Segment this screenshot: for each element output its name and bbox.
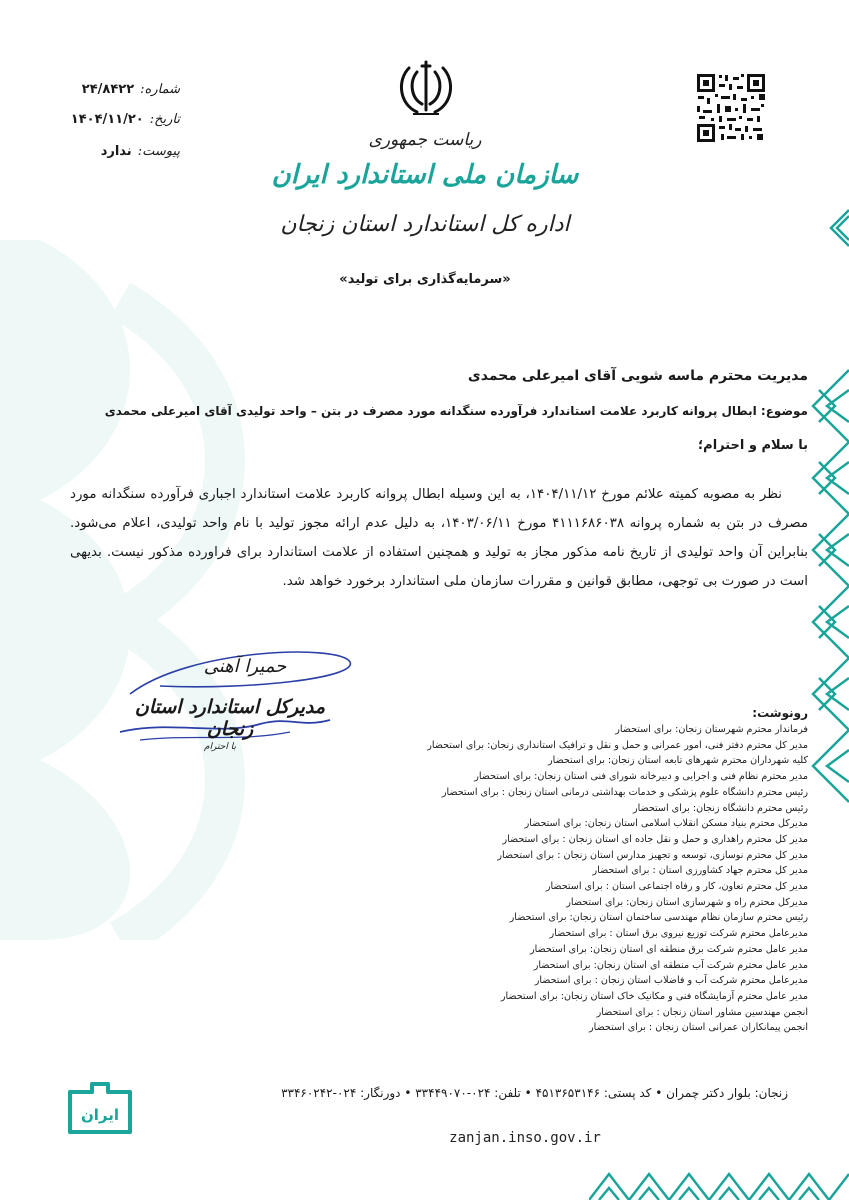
department-name: اداره کل استاندارد استان زنجان [280, 212, 570, 237]
letter-body: نظر به مصوبه کمیته علائم مورخ ۱۴۰۴/۱۱/۱۲، به این وسیله ابطال پروانه کاربرد علامت استاندارد اجباری فرآورده سنگدانه مورد مصرف در بتن به شماره پروانه ۴۱۱۱۶۸۶۰۳۸ مورخ ۱۴۰۳/۰۶/۱۱، به دلیل عدم ارائه مجوز تولید با نام واحد تولیدی، اعلام می‌شود. بنابراین آن واحد تولیدی از تاریخ نامه مذکور مجاز به تولید و همچنین استفاده از علامت استاندارد برای فراورده مذکور نیست. بدیهی است در صورت بی توجهی، مطابق قوانین و مقررات سازمان ملی استاندارد برخورد خواهد شد. [70, 487, 809, 589]
cc-item: مدیرعامل محترم شرکت توزیع نیروی برق استان : برای استحضار [549, 928, 808, 940]
cc-title: رونوشت: [752, 706, 808, 720]
cc-item: مدیر عامل محترم آزمایشگاه فنی و مکانیک خاک استان زنجان: برای استحضار [500, 990, 808, 1002]
cc-item: کلیه شهرداران محترم شهرهای تابعه استان زنجان: برای استحضار [547, 755, 808, 767]
signature-regards: با احترام [204, 742, 236, 752]
footer-address: زنجان: بلوار دکتر چمران • کد پستی: ۴۵۱۳۶۵۳۱۴۶ • تلفن: ۰۲۴-۳۳۴۴۹۰۷۰ • دورنگار: ۰۲۴-۳۳۴۶۰۲۴۲ [281, 1086, 788, 1100]
cc-item: رئیس محترم دانشگاه علوم پزشکی و خدمات بهداشتی درمانی استان زنجان : برای استحضار [441, 786, 808, 798]
cc-list [300, 722, 808, 1036]
letter-number [30, 82, 180, 97]
subject-line: موضوع: ابطال پروانه کاربرد علامت استاندارد فرآورده سنگدانه مورد مصرف در بتن – واحد تولیدی آقای امیرعلی محمدی [104, 404, 808, 418]
cc-item: مدیر کل محترم نوسازی، توسعه و تجهیز مدارس استان زنجان : برای استحضار [497, 849, 808, 861]
cc-item: مدیرعامل محترم شرکت آب و فاضلاب استان زنجان : برای استحضار [534, 975, 808, 987]
year-slogan: «سرمایه‌گذاری برای تولید» [339, 272, 511, 287]
letter-date-label: تاریخ: [149, 112, 180, 127]
cc-item: مدیر کل محترم راهداری و حمل و نقل جاده ای استان زنجان : برای استحضار [502, 833, 808, 845]
signatory-title: مدیرکل استاندارد استان زنجان [134, 696, 326, 740]
cc-item: رئیس محترم سازمان نظام مهندسی ساختمان استان زنجان: برای استحضار [509, 912, 808, 924]
organization-name: سازمان ملی استاندارد ایران [271, 160, 579, 190]
bottom-decorative-border [589, 1160, 849, 1200]
presidency-title: ریاست جمهوری [368, 130, 482, 150]
cc-item: انجمن پیمانکاران عمرانی استان زنجان : برای استحضار [589, 1022, 808, 1034]
cc-item: مدیرکل محترم راه و شهرسازی استان زنجان: برای استحضار [566, 896, 808, 908]
cc-item: فرماندار محترم شهرستان زنجان: برای استحضار [615, 724, 808, 735]
letter-date [30, 112, 180, 127]
decorative-border [809, 200, 849, 1020]
letter-attachment-label: پیوست: [137, 144, 180, 159]
letter-date-value: ۱۴۰۴/۱۱/۲۰ [70, 112, 144, 127]
footer-website: zanjan.inso.gov.ir [449, 1130, 601, 1146]
iran-emblem-icon [395, 58, 457, 120]
addressee: مدیریت محترم ماسه شویی آقای امیرعلی محمدی [467, 368, 808, 384]
cc-item: مدیر عامل محترم شرکت برق منطقه ای استان زنجان: برای استحضار [529, 943, 808, 955]
cc-item: انجمن مهندسین مشاور استان زنجان : برای استحضار [596, 1006, 808, 1018]
cc-item: مدیر محترم نظام فنی و اجرایی و دبیرخانه شورای فنی استان زنجان: برای استحضار [474, 771, 808, 783]
qr-code [695, 72, 767, 144]
cc-item: مدیر کل محترم جهاد کشاورزی استان : برای استحضار [592, 865, 808, 877]
cc-item: مدیر عامل محترم شرکت آب منطقه ای استان زنجان: برای استحضار [533, 959, 808, 971]
greeting: با سلام و احترام؛ [697, 438, 808, 453]
inso-logo-icon [64, 1078, 136, 1138]
letter-number-value: ۲۴/۸۴۲۲ [81, 82, 135, 97]
cc-item: مدیر کل محترم تعاون، کار و رفاه اجتماعی استان : برای استحضار [545, 881, 808, 893]
cc-item: رئیس محترم دانشگاه زنجان: برای استحضار [632, 802, 808, 814]
letter-number-label: شماره: [140, 82, 180, 97]
cc-item: مدیرکل محترم بنیاد مسکن انقلاب اسلامی استان زنجان: برای استحضار [524, 818, 808, 830]
cc-item: مدیر کل محترم دفتر فنی، امور عمرانی و حمل و نقل و ترافیک استانداری زنجان: برای استحضار [427, 739, 808, 751]
letter-attachment [30, 144, 180, 159]
signatory-name: حمیرا آهنی [203, 656, 287, 677]
inso-logo-text: ايران [80, 1106, 120, 1124]
letter-attachment-value: ندارد [100, 144, 132, 159]
